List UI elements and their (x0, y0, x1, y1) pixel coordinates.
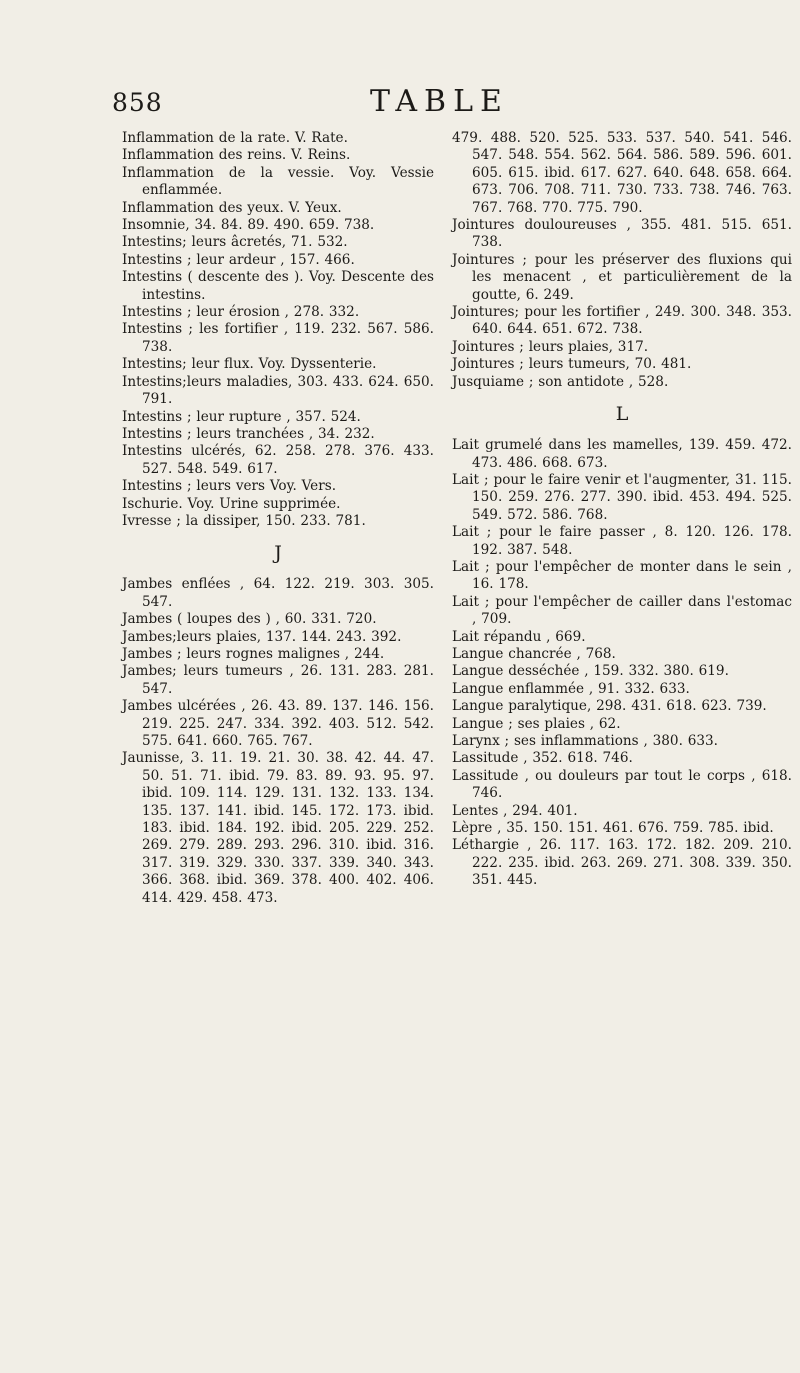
index-entry: 479. 488. 520. 525. 533. 537. 540. 541. 546. 547. 548. 554. 562. 564. 586. 589. 596. 601. 605. 615. ibid. 617. 627. 640. 648. 658. 664. 673. 706. 708. 711. 730. 733. 738. 746. 763. 767. 768. 770. 775. 790. (452, 130, 792, 216)
index-entry: Lentes , 294. 401. (452, 802, 578, 819)
index-entry: Jusquiame ; son antidote , 528. (452, 373, 669, 390)
index-entry: Lait répandu , 669. (452, 628, 586, 645)
section-letter-heading: J (274, 542, 282, 565)
index-entry: Jambes enflées , 64. 122. 219. 303. 305. 547. (122, 576, 434, 610)
index-entry: Lassitude , ou douleurs par tout le corps , 618. 746. (452, 767, 792, 802)
index-entry: Jointures ; leurs tumeurs, 70. 481. (452, 356, 692, 373)
index-entry: Jambes;leurs plaies, 137. 144. 243. 392. (122, 628, 402, 645)
index-entry: Intestins ulcérés, 62. 258. 278. 376. 433. 527. 548. 549. 617. (122, 443, 434, 477)
index-entry: Inflammation de la vessie. Voy. Vessie enflammée. (122, 164, 434, 199)
index-entry: Inflammation des reins. V. Reins. (122, 147, 351, 164)
index-entry: Langue enflammée , 91. 332. 633. (452, 680, 690, 697)
index-entry: Intestins; leur flux. Voy. Dyssenterie. (122, 356, 377, 373)
index-entry: Jointures douloureuses , 355. 481. 515. 651. 738. (452, 217, 792, 251)
index-entry: Intestins;leurs maladies, 303. 433. 624. 650. 791. (122, 373, 434, 408)
index-entry: Jambes ; leurs rognes malignes , 244. (122, 645, 385, 662)
index-entry: Insomnie, 34. 84. 89. 490. 659. 738. (122, 217, 375, 234)
index-entry: Lassitude , 352. 618. 746. (452, 750, 633, 767)
index-entry: Lait ; pour le faire passer , 8. 120. 126. 178. 192. 387. 548. (452, 524, 792, 558)
index-entry: Ischurie. Voy. Urine supprimée. (122, 495, 341, 512)
index-entry: Intestins ; leurs tranchées , 34. 232. (122, 425, 375, 442)
index-entry: Larynx ; ses inflammations , 380. 633. (452, 733, 718, 749)
index-column-left (122, 130, 434, 907)
running-title: TABLE (370, 84, 509, 119)
index-entry: Jointures ; pour les préserver des fluxions qui les menacent , et particulièrement de la goutte, 6. 249. (452, 251, 792, 303)
index-entry: Langue desséchée , 159. 332. 380. 619. (452, 663, 729, 680)
index-entry: Intestins; leurs âcretés, 71. 532. (122, 234, 348, 251)
index-entry: Intestins ( descente des ). Voy. Descente des intestins. (122, 269, 434, 303)
index-entry: Jointures; pour les fortifier , 249. 300. 348. 353. 640. 644. 651. 672. 738. (452, 304, 792, 338)
index-entry: Inflammation des yeux. V. Yeux. (122, 199, 342, 216)
index-column-right (452, 130, 792, 890)
index-entry: Intestins ; leur rupture , 357. 524. (122, 408, 361, 425)
index-entry: Jambes ulcérées , 26. 43. 89. 137. 146. 156. 219. 225. 247. 334. 392. 403. 512. 542. 575. 641. 660. 765. 767. (122, 698, 434, 749)
page-number: 858 (112, 88, 163, 117)
section-letter-heading: L (615, 403, 629, 426)
index-entry: Lait ; pour le faire venir et l'augmenter, 31. 115. 150. 259. 276. 277. 390. ibid. 453. 494. 525. 549. 572. 586. 768. (452, 471, 792, 523)
index-entry: Lait ; pour l'empêcher de cailler dans l'estomac , 709. (452, 593, 792, 628)
index-entry: Jaunisse, 3. 11. 19. 21. 30. 38. 42. 44. 47. 50. 51. 71. ibid. 79. 83. 89. 93. 95. 97. ibid. 109. 114. 129. 131. 132. 133. 134. 135. 137. 141. ibid. 145. 172. 173. ibid. 183. ibid. 184. 192. ibid. 205. 229. 252. 269. 279. 289. 293. 296. 310. ibid. 316. 317. 319. 329. 330. 337. 339. 340. 343. 366. 368. ibid. 369. 378. 400. 402. 406. 414. 429. 458. 473. (122, 750, 434, 906)
index-entry: Langue chancrée , 768. (452, 645, 616, 662)
index-entry: Lèpre , 35. 150. 151. 461. 676. 759. 785. ibid. (452, 820, 774, 837)
index-entry: Intestins ; leur ardeur , 157. 466. (122, 251, 355, 268)
index-entry: Jambes; leurs tumeurs , 26. 131. 283. 281. 547. (122, 663, 434, 697)
index-entry: Intestins ; leur érosion , 278. 332. (122, 304, 360, 321)
index-columns (122, 130, 792, 1190)
index-entry: Inflammation de la rate. V. Rate. (122, 130, 348, 146)
index-entry: Intestins ; leurs vers Voy. Vers. (122, 478, 337, 495)
index-entry: Lait ; pour l'empêcher de monter dans le sein , 16. 178. (452, 558, 792, 593)
index-entry: Langue paralytique, 298. 431. 618. 623. 739. (452, 698, 767, 715)
index-entry: Intestins ; les fortifier , 119. 232. 567. 586. 738. (122, 321, 434, 355)
index-entry: Ivresse ; la dissiper, 150. 233. 781. (122, 512, 366, 529)
index-entry: Jambes ( loupes des ) , 60. 331. 720. (122, 611, 377, 628)
index-entry: Lait grumelé dans les mamelles, 139. 459. 472. 473. 486. 668. 673. (452, 437, 792, 471)
running-head (112, 82, 762, 122)
index-entry: Léthargie , 26. 117. 163. 172. 182. 209. 210. 222. 235. ibid. 263. 269. 271. 308. 339. 350. 351. 445. (452, 837, 792, 889)
index-entry: Jointures ; leurs plaies, 317. (452, 338, 649, 355)
index-entry: Langue ; ses plaies , 62. (452, 715, 621, 732)
